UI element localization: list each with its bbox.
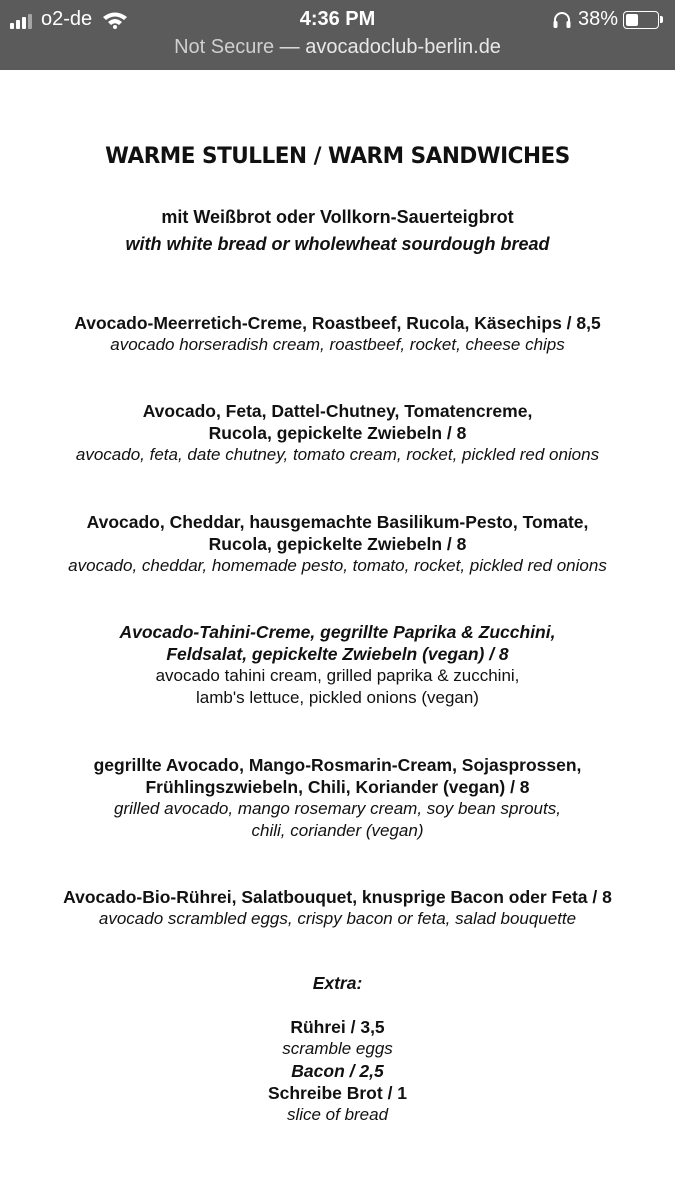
menu-item-english: avocado horseradish cream, roastbeef, rocket, cheese chips: [110, 335, 565, 354]
menu-item: [0, 621, 675, 709]
status-bar: [0, 4, 675, 34]
menu-item: [0, 754, 675, 842]
menu-item-german: Avocado-Meerretich-Creme, Roastbeef, Rucola, Käsechips / 8,5: [74, 313, 601, 333]
menu-item-german: Avocado-Bio-Rührei, Salatbouquet, knusprige Bacon oder Feta / 8: [63, 887, 612, 907]
browser-chrome: [0, 0, 675, 70]
address-bar[interactable]: [0, 36, 675, 59]
bread-note-german: mit Weißbrot oder Vollkorn-Sauerteigbrot: [161, 207, 514, 227]
extra-item-english: scramble eggs: [282, 1039, 393, 1058]
address-separator: —: [274, 36, 306, 58]
menu-item-german: gegrillte Avocado, Mango-Rosmarin-Cream, Sojasprossen,: [93, 755, 582, 775]
security-status: Not Secure: [174, 36, 275, 58]
menu-item-german: Avocado-Tahini-Creme, gegrillte Paprika & Zucchini,: [119, 622, 556, 642]
extra-item: Rührei / 3,5: [290, 1017, 385, 1037]
extras-list: [0, 1016, 675, 1126]
right-status-group: [552, 8, 663, 31]
menu-item-english: avocado, cheddar, homemade pesto, tomato, rocket, pickled red onions: [68, 556, 607, 575]
menu-item-english: avocado tahini cream, grilled paprika & zucchini,: [155, 666, 520, 685]
menu-item: [0, 400, 675, 466]
extra-item-english: slice of bread: [286, 1105, 389, 1124]
menu-item-german: Avocado, Feta, Dattel-Chutney, Tomatencreme,: [142, 401, 533, 421]
extras-heading-text: Extra:: [312, 973, 363, 993]
menu-item-german: Avocado, Cheddar, hausgemachte Basilikum-Pesto, Tomate,: [86, 512, 589, 532]
menu-item-english: avocado scrambled eggs, crispy bacon or feta, salad bouquette: [98, 909, 577, 928]
menu-item-german: Feldsalat, gepickelte Zwiebeln (vegan) / 8: [166, 644, 509, 664]
extras-heading: [0, 973, 675, 994]
battery-icon: [623, 11, 663, 29]
menu-item-german: Frühlingszwiebeln, Chili, Koriander (vegan) / 8: [145, 777, 530, 797]
menu-item-english: lamb's lettuce, pickled onions (vegan): [196, 688, 479, 707]
extra-item: Bacon / 2,5: [291, 1061, 384, 1081]
menu-item: [0, 511, 675, 577]
menu-item-german: Rucola, gepickelte Zwiebeln / 8: [208, 423, 467, 443]
bread-note-english: with white bread or wholewheat sourdough bread: [125, 234, 550, 254]
menu-item-english: chili, coriander (vegan): [251, 821, 424, 840]
menu-item: [0, 312, 675, 356]
headphones-icon: [552, 11, 572, 29]
menu-item-english: avocado, feta, date chutney, tomato cream, rocket, pickled red onions: [75, 445, 600, 464]
menu-item-german: Rucola, gepickelte Zwiebeln / 8: [208, 534, 467, 554]
carrier-name: o2-de: [41, 8, 93, 30]
clock: 4:36 PM: [299, 8, 376, 30]
extra-item: Schreibe Brot / 1: [267, 1083, 408, 1103]
menu-item: [0, 886, 675, 930]
battery-percentage: 38%: [577, 8, 618, 30]
menu-item-english: grilled avocado, mango rosemary cream, soy bean sprouts,: [114, 799, 561, 818]
site-domain: avocadoclub-berlin.de: [305, 36, 501, 58]
menu-section-title: WARME STULLEN / WARM SANDWICHES: [105, 144, 570, 169]
